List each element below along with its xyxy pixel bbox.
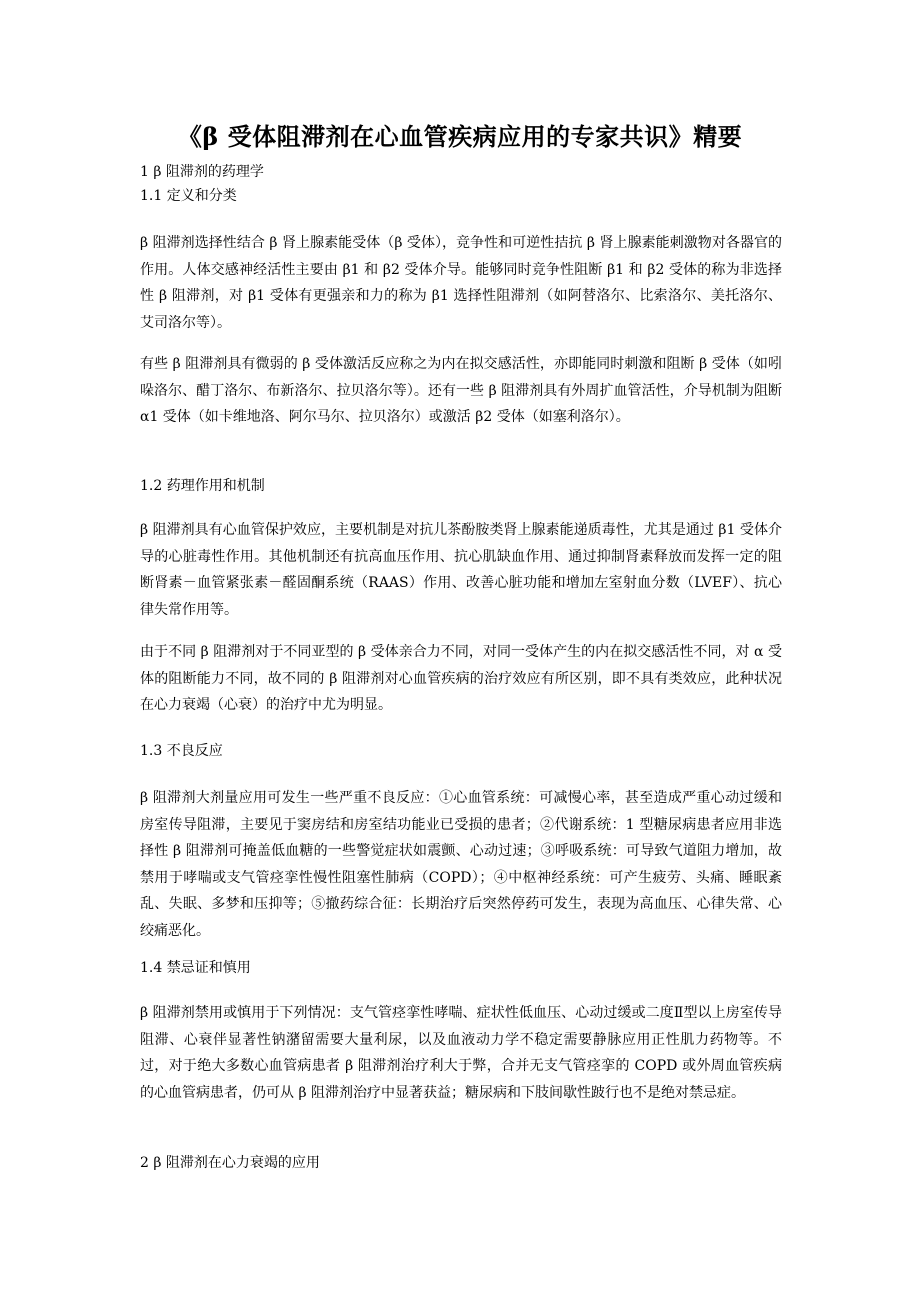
- paragraph-mechanism: β 阻滞剂具有心血管保护效应，主要机制是对抗儿茶酚胺类肾上腺素能递质毒性，尤其是通过 β1 受体介导的心脏毒性作用。其他机制还有抗高血压作用、抗心肌缺血作用、通过抑制肾素释放而发挥一定的阻断肾素－血管紧张素－醛固酮系统（RAAS）作用、改善心脏功能和增加左室射血分数（LVEF）、抗心律失常作用等。: [140, 522, 782, 618]
- section-heading-2: 2 β 阻滞剂在心力衰竭的应用: [140, 1155, 320, 1171]
- paragraph-contraindications: β 阻滞剂禁用或慎用于下列情况：支气管痉挛性哮喘、症状性低血压、心动过缓或二度Ⅱ型以上房室传导阻滞、心衰伴显著性钠潴留需要大量利尿，以及血液动力学不稳定需要静脉应用正性肌力药物等。不过，对于绝大多数心血管病患者 β 阻滞剂治疗利大于弊，合并无支气管痉挛的 COPD 或外周血管疾病的心血管病患者，仍可从 β 阻滞剂治疗中显著获益；糖尿病和下肢间歇性跛行也不是绝对禁忌症。: [140, 1005, 782, 1101]
- paragraph-isa: 有些 β 阻滞剂具有微弱的 β 受体激活反应称之为内在拟交感活性，亦即能同时刺激和阻断 β 受体（如吲哚洛尔、醋丁洛尔、布新洛尔、拉贝洛尔等）。还有一些 β 阻滞剂具有外周扩血管活性，介导机制为阻断 α1 受体（如卡维地洛、阿尔马尔、拉贝洛尔）或激活 β2 受体（如塞利洛尔）。: [140, 356, 782, 425]
- section-heading-1-1: 1.1 定义和分类: [140, 188, 237, 204]
- section-heading-1-3: 1.3 不良反应: [140, 743, 223, 759]
- section-heading-1-2: 1.2 药理作用和机制: [140, 478, 265, 494]
- section-heading-1-4: 1.4 禁忌证和慎用: [140, 960, 251, 976]
- section-heading-1: 1 β 阻滞剂的药理学: [140, 164, 264, 180]
- paragraph-definition: β 阻滞剂选择性结合 β 肾上腺素能受体（β 受体），竞争性和可逆性拮抗 β 肾上腺素能刺激物对各器官的作用。人体交感神经活性主要由 β1 和 β2 受体介导。能够同时竞争性阻断 β1 和 β2 受体的称为非选择性 β 阻滞剂，对 β1 受体有更强亲和力的称为 β1 选择性阻滞剂（如阿替洛尔、比索洛尔、美托洛尔、艾司洛尔等）。: [140, 235, 782, 331]
- document-title: 《β 受体阻滞剂在心血管疾病应用的专家共识》精要: [177, 122, 743, 151]
- paragraph-adverse-effects: β 阻滞剂大剂量应用可发生一些严重不良反应：①心血管系统：可减慢心率，甚至造成严重心动过缓和房室传导阻滞，主要见于窦房结和房室结功能业已受损的患者；②代谢系统：1 型糖尿病患者应用非选择性 β 阻滞剂可掩盖低血糖的一些警觉症状如震颤、心动过速；③呼吸系统：可导致气道阻力增加，故禁用于哮喘或支气管痉挛性慢性阻塞性肺病（COPD）；④中枢神经系统：可产生疲劳、头痛、睡眠紊乱、失眠、多梦和压抑等；⑤撤药综合征：长期治疗后突然停药可发生，表现为高血压、心律失常、心绞痛恶化。: [140, 790, 782, 939]
- paragraph-class-effect: 由于不同 β 阻滞剂对于不同亚型的 β 受体亲合力不同，对同一受体产生的内在拟交感活性不同，对 α 受体的阻断能力不同，故不同的 β 阻滞剂对心血管疾病的治疗效应有所区别，即不具有类效应，此种状况在心力衰竭（心衰）的治疗中尤为明显。: [140, 644, 782, 713]
